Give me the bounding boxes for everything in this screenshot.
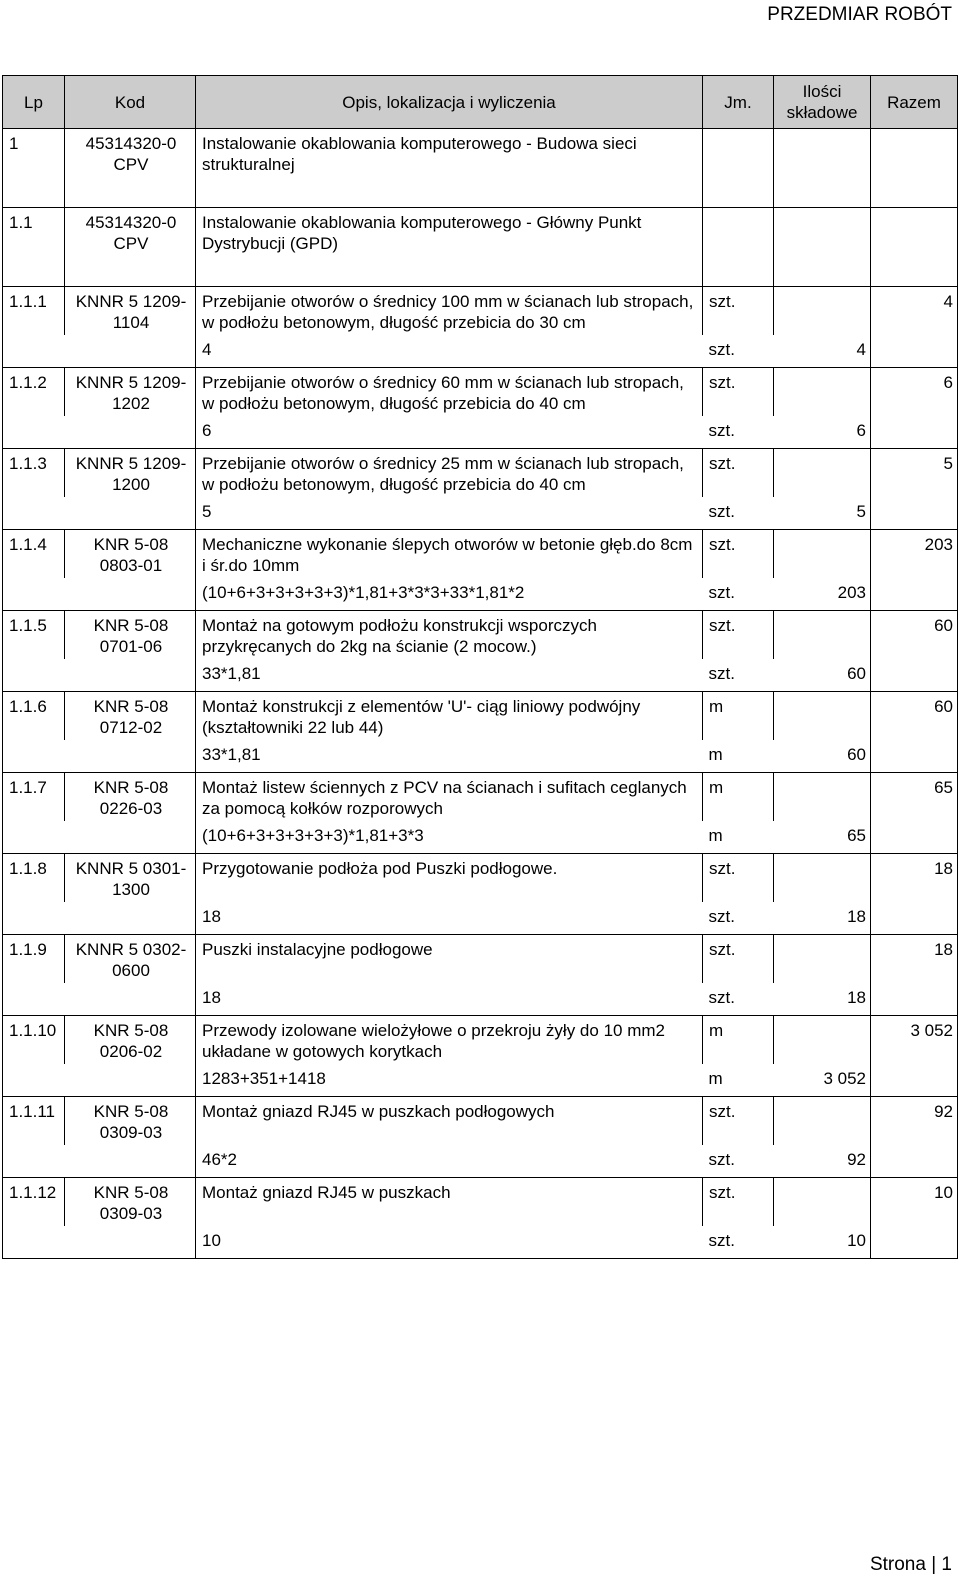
item-razem: 10 (871, 1178, 958, 1227)
calc-jm: szt. (703, 335, 774, 368)
section-opis: Instalowanie okablowania komputerowego - Główny Punkt Dystrybucji (GPD) (196, 208, 703, 257)
calc-razem-cell (871, 821, 958, 854)
calculation-row (3, 1064, 958, 1097)
item-lp: 1.1.3 (3, 449, 65, 498)
header-ilosci: Ilości składowe (774, 76, 871, 129)
item-kod: KNR 5-08 0206-02 (65, 1016, 196, 1065)
item-opis: Przebijanie otworów o średnicy 60 mm w ścianach lub stropach, w podłożu betonowym, długość przebicia do 40 cm (196, 368, 703, 417)
calc-razem-cell (871, 1145, 958, 1178)
item-row (3, 611, 958, 660)
item-kod: KNNR 5 1209-1202 (65, 368, 196, 417)
spacer-cell (3, 177, 65, 208)
calc-value: 60 (774, 740, 871, 773)
item-kod: KNNR 5 0301-1300 (65, 854, 196, 903)
item-lp: 1.1.2 (3, 368, 65, 417)
calc-value: 60 (774, 659, 871, 692)
calc-expression: 4 (196, 335, 703, 368)
calc-lp-cell (3, 740, 196, 773)
item-jm: m (703, 1016, 774, 1065)
section-spacer-row (3, 256, 958, 287)
footer-label: Strona (869, 1554, 926, 1575)
item-razem: 65 (871, 773, 958, 822)
item-row (3, 1016, 958, 1065)
item-row (3, 287, 958, 336)
item-row (3, 1097, 958, 1146)
item-ilosci (774, 854, 871, 903)
item-row (3, 692, 958, 741)
calc-jm: szt. (703, 416, 774, 449)
spacer-cell (196, 256, 703, 287)
calc-jm: szt. (703, 983, 774, 1016)
item-lp: 1.1.1 (3, 287, 65, 336)
item-row (3, 449, 958, 498)
calculation-row (3, 578, 958, 611)
item-kod: KNR 5-08 0701-06 (65, 611, 196, 660)
page-title: PRZEDMIAR ROBÓT (767, 4, 952, 25)
spacer-cell (3, 256, 65, 287)
section-jm (703, 129, 774, 178)
calc-jm: szt. (703, 902, 774, 935)
item-lp: 1.1.5 (3, 611, 65, 660)
calc-expression: 10 (196, 1226, 703, 1259)
item-kod: KNR 5-08 0309-03 (65, 1097, 196, 1146)
section-lp: 1 (3, 129, 65, 178)
item-razem: 18 (871, 935, 958, 984)
calc-expression: 33*1,81 (196, 740, 703, 773)
item-ilosci (774, 1178, 871, 1227)
header-jm: Jm. (703, 76, 774, 129)
section-row (3, 129, 958, 178)
item-ilosci (774, 935, 871, 984)
item-opis: Montaż konstrukcji z elementów 'U'- ciąg liniowy podwójny (kształtowniki 22 lub 44) (196, 692, 703, 741)
item-ilosci (774, 368, 871, 417)
calc-jm: m (703, 740, 774, 773)
item-razem: 3 052 (871, 1016, 958, 1065)
item-opis: Przebijanie otworów o średnicy 25 mm w ścianach lub stropach, w podłożu betonowym, długość przebicia do 40 cm (196, 449, 703, 498)
calc-value: 203 (774, 578, 871, 611)
item-row (3, 368, 958, 417)
item-opis: Mechaniczne wykonanie ślepych otworów w betonie głęb.do 8cm i śr.do 10mm (196, 530, 703, 579)
calc-expression: 33*1,81 (196, 659, 703, 692)
calculation-row (3, 335, 958, 368)
table-body (3, 129, 958, 1259)
item-jm: m (703, 773, 774, 822)
calc-lp-cell (3, 821, 196, 854)
item-razem: 92 (871, 1097, 958, 1146)
section-kod: 45314320-0 CPV (65, 208, 196, 257)
calc-jm: szt. (703, 1226, 774, 1259)
calculation-row (3, 497, 958, 530)
calc-expression: 5 (196, 497, 703, 530)
section-spacer-row (3, 177, 958, 208)
section-kod: 45314320-0 CPV (65, 129, 196, 178)
calculation-row (3, 902, 958, 935)
calc-lp-cell (3, 578, 196, 611)
spacer-cell (871, 177, 958, 208)
item-kod: KNNR 5 1209-1104 (65, 287, 196, 336)
calc-value: 5 (774, 497, 871, 530)
calc-razem-cell (871, 902, 958, 935)
item-kod: KNNR 5 0302-0600 (65, 935, 196, 984)
calc-lp-cell (3, 1145, 196, 1178)
spacer-cell (196, 177, 703, 208)
item-opis: Przebijanie otworów o średnicy 100 mm w ścianach lub stropach, w podłożu betonowym, długość przebicia do 30 cm (196, 287, 703, 336)
section-razem (871, 208, 958, 257)
calc-expression: (10+6+3+3+3+3+3)*1,81+3*3*3+33*1,81*2 (196, 578, 703, 611)
header-kod: Kod (65, 76, 196, 129)
item-ilosci (774, 287, 871, 336)
section-row (3, 208, 958, 257)
calc-value: 3 052 (774, 1064, 871, 1097)
item-ilosci (774, 773, 871, 822)
item-jm: szt. (703, 611, 774, 660)
calculation-row (3, 416, 958, 449)
header-lp: Lp (3, 76, 65, 129)
item-kod: KNR 5-08 0803-01 (65, 530, 196, 579)
calc-value: 18 (774, 902, 871, 935)
item-kod: KNNR 5 1209-1200 (65, 449, 196, 498)
calc-expression: 6 (196, 416, 703, 449)
calculation-row (3, 659, 958, 692)
item-row (3, 854, 958, 903)
item-razem: 4 (871, 287, 958, 336)
calc-jm: m (703, 821, 774, 854)
calc-lp-cell (3, 497, 196, 530)
item-opis: Montaż gniazd RJ45 w puszkach (196, 1178, 703, 1227)
spacer-cell (703, 177, 774, 208)
calc-razem-cell (871, 578, 958, 611)
spacer-cell (774, 256, 871, 287)
calc-value: 6 (774, 416, 871, 449)
item-opis: Przewody izolowane wielożyłowe o przekroju żyły do 10 mm2 układane w gotowych korytkach (196, 1016, 703, 1065)
item-lp: 1.1.4 (3, 530, 65, 579)
item-opis: Montaż listew ściennych z PCV na ścianach i sufitach ceglanych za pomocą kołków rozporowych (196, 773, 703, 822)
item-ilosci (774, 530, 871, 579)
calculation-row (3, 1226, 958, 1259)
item-lp: 1.1.6 (3, 692, 65, 741)
calc-razem-cell (871, 416, 958, 449)
calc-expression: 46*2 (196, 1145, 703, 1178)
calc-jm: m (703, 1064, 774, 1097)
calc-razem-cell (871, 1226, 958, 1259)
bill-of-quantities-table (2, 75, 958, 1259)
calc-razem-cell (871, 983, 958, 1016)
item-razem: 5 (871, 449, 958, 498)
calculation-row (3, 740, 958, 773)
item-ilosci (774, 449, 871, 498)
section-ilosci (774, 129, 871, 178)
calc-razem-cell (871, 659, 958, 692)
calc-razem-cell (871, 497, 958, 530)
item-opis: Przygotowanie podłoża pod Puszki podłogowe. (196, 854, 703, 903)
item-jm: szt. (703, 449, 774, 498)
item-lp: 1.1.8 (3, 854, 65, 903)
calc-jm: szt. (703, 659, 774, 692)
item-razem: 203 (871, 530, 958, 579)
footer-page-number: 1 (941, 1554, 952, 1575)
calc-lp-cell (3, 902, 196, 935)
item-jm: szt. (703, 854, 774, 903)
item-ilosci (774, 1016, 871, 1065)
item-razem: 60 (871, 611, 958, 660)
item-jm: szt. (703, 530, 774, 579)
spacer-cell (703, 256, 774, 287)
calc-value: 65 (774, 821, 871, 854)
item-razem: 18 (871, 854, 958, 903)
calc-lp-cell (3, 659, 196, 692)
item-kod: KNR 5-08 0712-02 (65, 692, 196, 741)
item-opis: Puszki instalacyjne podłogowe (196, 935, 703, 984)
item-jm: szt. (703, 1178, 774, 1227)
calculation-row (3, 821, 958, 854)
section-razem (871, 129, 958, 178)
spacer-cell (65, 177, 196, 208)
calc-jm: szt. (703, 497, 774, 530)
section-lp: 1.1 (3, 208, 65, 257)
item-lp: 1.1.12 (3, 1178, 65, 1227)
calculation-row (3, 983, 958, 1016)
item-ilosci (774, 611, 871, 660)
item-row (3, 773, 958, 822)
item-jm: m (703, 692, 774, 741)
section-opis: Instalowanie okablowania komputerowego - Budowa sieci strukturalnej (196, 129, 703, 178)
item-jm: szt. (703, 368, 774, 417)
calc-expression: 18 (196, 983, 703, 1016)
calculation-row (3, 1145, 958, 1178)
item-row (3, 530, 958, 579)
item-opis: Montaż gniazd RJ45 w puszkach podłogowych (196, 1097, 703, 1146)
calc-expression: 1283+351+1418 (196, 1064, 703, 1097)
item-razem: 60 (871, 692, 958, 741)
section-ilosci (774, 208, 871, 257)
item-kod: KNR 5-08 0309-03 (65, 1178, 196, 1227)
item-ilosci (774, 692, 871, 741)
calc-value: 4 (774, 335, 871, 368)
calc-lp-cell (3, 416, 196, 449)
calc-value: 18 (774, 983, 871, 1016)
item-jm: szt. (703, 287, 774, 336)
calc-expression: (10+6+3+3+3+3+3)*1,81+3*3 (196, 821, 703, 854)
item-jm: szt. (703, 935, 774, 984)
item-row (3, 1178, 958, 1227)
calc-lp-cell (3, 1226, 196, 1259)
calc-jm: szt. (703, 1145, 774, 1178)
section-jm (703, 208, 774, 257)
calc-value: 10 (774, 1226, 871, 1259)
item-lp: 1.1.7 (3, 773, 65, 822)
item-opis: Montaż na gotowym podłożu konstrukcji wsporczych przykręcanych do 2kg na ścianie (2 mocow.) (196, 611, 703, 660)
calc-lp-cell (3, 335, 196, 368)
spacer-cell (871, 256, 958, 287)
item-razem: 6 (871, 368, 958, 417)
calc-razem-cell (871, 740, 958, 773)
item-jm: szt. (703, 1097, 774, 1146)
calc-razem-cell (871, 1064, 958, 1097)
header-opis: Opis, lokalizacja i wyliczenia (196, 76, 703, 129)
spacer-cell (65, 256, 196, 287)
item-lp: 1.1.9 (3, 935, 65, 984)
calc-value: 92 (774, 1145, 871, 1178)
table-header-row (3, 76, 958, 129)
item-row (3, 935, 958, 984)
item-ilosci (774, 1097, 871, 1146)
spacer-cell (774, 177, 871, 208)
item-kod: KNR 5-08 0226-03 (65, 773, 196, 822)
calc-expression: 18 (196, 902, 703, 935)
calc-razem-cell (871, 335, 958, 368)
calc-lp-cell (3, 983, 196, 1016)
calc-lp-cell (3, 1064, 196, 1097)
header-razem: Razem (871, 76, 958, 129)
item-lp: 1.1.10 (3, 1016, 65, 1065)
calc-jm: szt. (703, 578, 774, 611)
item-lp: 1.1.11 (3, 1097, 65, 1146)
page-footer: Strona | 1 (869, 1554, 952, 1575)
